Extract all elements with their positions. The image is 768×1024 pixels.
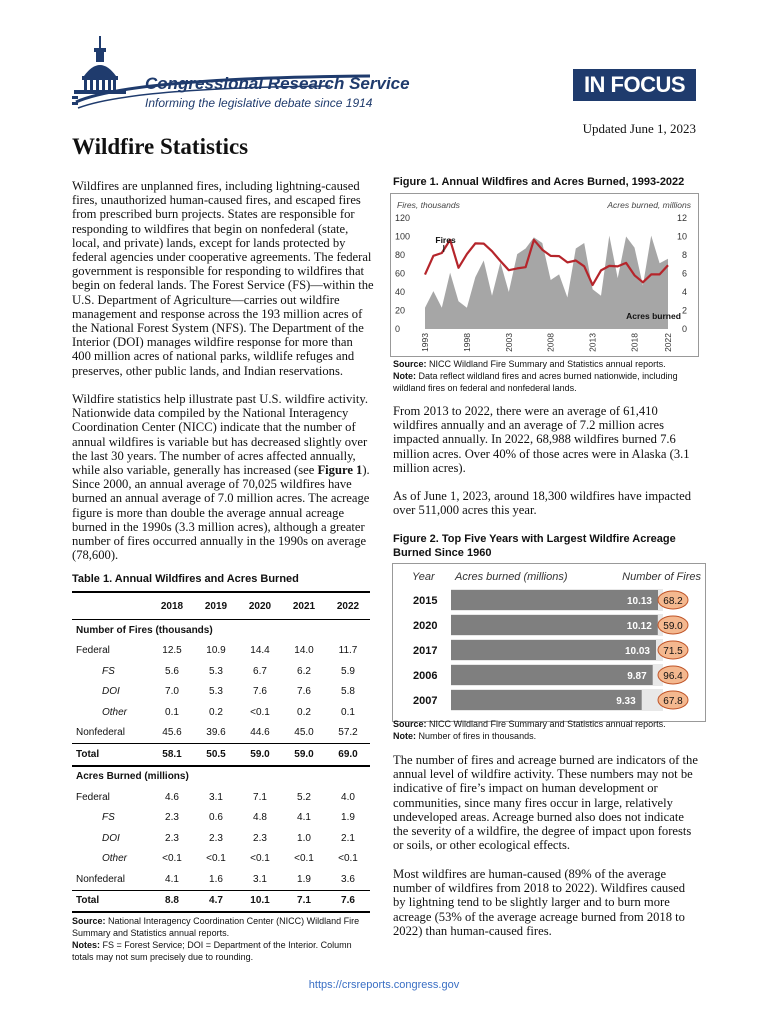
table-row-label: FS	[102, 812, 115, 824]
fires-badge-label: 68.2	[663, 596, 683, 607]
x-tick-label: 2013	[587, 333, 598, 352]
table-cell: 3.6	[341, 873, 355, 885]
table-row-label: Total	[72, 890, 150, 912]
table-cell: 0.6	[209, 812, 223, 824]
paragraph-indicators: The number of fires and acreage burned are indicators of the annual level of wildfire activity. These numbers may not be indicative of fire’s impact on human development or communities, since many fires occur in large, relatively undeveloped areas. Acreage burned also does not indicate the severity of a wildfire, the degree of impact upon forests or soils, or other ecological effects.	[393, 753, 698, 853]
table-row	[72, 787, 370, 808]
fires-badge-label: 59.0	[663, 621, 683, 632]
table-source-label: Source:	[72, 916, 106, 926]
col-header-fires: Number of Fires	[622, 571, 701, 583]
table-cell: 5.6	[165, 665, 179, 677]
table-cell: 2.3	[253, 832, 267, 844]
table-cell: 7.1	[282, 890, 326, 912]
figure-1-caption: Figure 1. Annual Wildfires and Acres Burned, 1993-2022	[393, 176, 685, 188]
left-axis-title: Fires, thousands	[397, 200, 460, 210]
paragraph-intro: Wildfires are unplanned fires, including lightning-caused fires, unauthorized human-caused fires, and escaped fires from prescribed burn projects. States are responsible for responding to wildfires that begin on nonfederal (state, local, and private) lands, except for lands protected by federal agencies under cooperative agreements. The federal government is responsible for responding to wildfires that begin on federal lands. The Forest Service (FS)—within the U.S. Department of Agriculture—carries out wildfire management and response across the 193 million acres of the National Forest System (NFS). The Department of the Interior (DOI) manages wildfire response for more than 400 million acres of national parks, wildlife refuges and preserves, other public lands, and Indian reservations.	[72, 179, 374, 378]
table-cell: 1.9	[297, 873, 311, 885]
x-tick-label: 2003	[503, 333, 514, 352]
table-cell: 0.1	[341, 706, 355, 718]
table-cell: 57.2	[338, 727, 358, 739]
paragraph-statistics-text-b: ). Since 2000, an annual average of 70,025 wildfires have burned an annual average of 7.0 million acres. The acreage figure is more than double the average annual acreage burned in the 1990s (3.3 million acres), although a greater number of fires occurred annually in the 1990s on average (78,600).	[72, 463, 370, 563]
left-tick-label: 80	[395, 250, 406, 260]
x-tick-label: 2018	[629, 333, 640, 352]
table-cell: 10.9	[206, 645, 226, 657]
table-cell: 2.1	[341, 832, 355, 844]
table-cell: 1.9	[341, 812, 355, 824]
table-row	[72, 849, 370, 870]
table-cell: 7.1	[253, 791, 267, 803]
right-tick-label: 4	[681, 287, 687, 297]
table-cell: 50.5	[194, 744, 238, 766]
left-tick-label: 20	[395, 305, 406, 316]
paragraph-causes: Most wildfires are human-caused (89% of the average number of wildfires from 2018 to 2022). Wildfires caused by lightning tend to be slightly larger and to burn more acreage (53% of the average acreage burned from 2018 to 2022) than human-caused fires.	[393, 867, 685, 938]
table-1-title: Table 1. Annual Wildfires and Acres Burned	[72, 573, 299, 585]
table-header-blank	[72, 592, 150, 620]
table-cell: 4.8	[253, 812, 267, 824]
bar-value-label: 10.12	[626, 621, 652, 632]
right-tick-label: 2	[681, 305, 687, 316]
table-section-acres-label: Acres Burned (millions)	[76, 771, 189, 783]
org-tagline: Informing the legislative debate since 1914	[145, 96, 373, 110]
table-cell: 4.7	[194, 890, 238, 912]
table-row-label: Federal	[76, 791, 110, 803]
fig2-note-text: Number of fires in thousands.	[418, 731, 537, 741]
table-cell: 59.0	[282, 744, 326, 766]
table-cell: 4.6	[165, 791, 179, 803]
table-cell: 5.3	[209, 686, 223, 698]
table-cell: 5.9	[341, 665, 355, 677]
paragraph-2023: As of June 1, 2023, around 18,300 wildfires have impacted over 511,000 acres this year.	[393, 489, 691, 518]
table-cell: 69.0	[326, 744, 370, 766]
table-cell: 3.1	[253, 873, 267, 885]
fig1-source-text: NICC Wildland Fire Summary and Statistics annual reports.	[429, 359, 666, 369]
acreage-bar	[451, 690, 642, 710]
table-cell: 7.0	[165, 686, 179, 698]
table-cell: 11.7	[338, 645, 358, 657]
table-row	[72, 723, 370, 744]
left-tick-label: 40	[395, 287, 406, 297]
fig1-note-label: Note:	[393, 371, 416, 381]
table-cell: 7.6	[253, 686, 267, 698]
table-row-label: DOI	[102, 686, 120, 698]
table-cell: 4.1	[297, 812, 311, 824]
table-cell: 6.7	[253, 665, 267, 677]
table-total-row	[72, 890, 370, 912]
x-tick-label: 2022	[663, 333, 673, 352]
table-cell: 0.2	[209, 706, 223, 718]
right-tick-label: 10	[676, 231, 687, 242]
fires-badge-label: 96.4	[663, 671, 683, 682]
table-cell: 5.2	[297, 791, 311, 803]
table-cell: <0.1	[162, 853, 182, 865]
year-label: 2015	[413, 595, 438, 607]
figure-2-source	[393, 718, 703, 742]
figure-2-chart	[392, 563, 706, 722]
table-cell: 45.0	[294, 727, 314, 739]
acres-series-label: Acres burned	[626, 310, 681, 321]
table-header-year: 2022	[326, 592, 370, 620]
table-cell: 3.1	[209, 791, 223, 803]
table-section-fires	[72, 620, 370, 641]
table-header-year: 2021	[282, 592, 326, 620]
left-tick-label: 120	[395, 213, 411, 223]
table-cell: 8.8	[150, 890, 194, 912]
table-row-label: Other	[102, 706, 128, 718]
table-cell: 0.2	[297, 706, 311, 718]
col-header-year: Year	[412, 571, 435, 583]
bar-value-label: 10.03	[624, 646, 650, 657]
table-cell: <0.1	[250, 706, 270, 718]
page-title: Wildfire Statistics	[72, 134, 249, 159]
figure-1-source	[393, 358, 703, 394]
table-cell: 5.8	[341, 686, 355, 698]
fig1-source-label: Source:	[393, 359, 427, 369]
table-row-label: Nonfederal	[76, 727, 125, 739]
year-label: 2006	[413, 670, 438, 682]
table-row-label: FS	[102, 665, 115, 677]
table-header-year: 2018	[150, 592, 194, 620]
fig2-source-text: NICC Wildland Fire Summary and Statistics annual reports.	[429, 719, 666, 729]
table-notes-label: Notes:	[72, 940, 101, 950]
table-row	[72, 828, 370, 849]
x-tick-label: 2008	[545, 333, 556, 352]
table-cell: 5.3	[209, 665, 223, 677]
table-section-acres	[72, 766, 370, 788]
fig1-note-text: Data reflect wildland fires and acres burned nationwide, including wildland fires on federal and nonfederal lands.	[393, 371, 678, 393]
table-1	[72, 573, 370, 963]
table-row-label: Total	[72, 744, 150, 766]
table-row	[72, 682, 370, 703]
right-axis-title: Acres burned, millions	[607, 200, 691, 210]
table-cell: 45.6	[162, 727, 182, 739]
table-cell: 12.5	[162, 645, 182, 657]
fig2-source-label: Source:	[393, 719, 427, 729]
table-cell: 4.0	[341, 791, 355, 803]
table-cell: <0.1	[338, 853, 358, 865]
table-cell: 59.0	[238, 744, 282, 766]
footer-url-link[interactable]: https://crsreports.congress.gov	[308, 979, 460, 991]
table-row	[72, 702, 370, 723]
paragraph-recent-decade: From 2013 to 2022, there were an average of 61,410 wildfires annually and an average of 7.2 million acres impacted annually. In 2022, 68,988 wildfires burned 7.6 million acres. Over 40% of those acres were in Alaska (3.1 million acres).	[393, 404, 690, 475]
table-header-row	[72, 592, 370, 620]
figure-1-reference: Figure 1	[317, 463, 363, 478]
table-cell: 2.3	[165, 812, 179, 824]
table-cell: 2.3	[209, 832, 223, 844]
left-tick-label: 0	[395, 324, 401, 334]
bar-value-label: 10.13	[626, 596, 652, 607]
table-row-label: Nonfederal	[76, 873, 125, 885]
table-cell: 58.1	[150, 744, 194, 766]
x-tick-label: 1998	[461, 333, 472, 352]
updated-date: Updated June 1, 2023	[582, 121, 696, 136]
bar-value-label: 9.87	[627, 671, 647, 682]
table-row	[72, 661, 370, 682]
paragraph-statistics	[72, 392, 374, 562]
fig2-note-label: Note:	[393, 731, 416, 741]
in-focus-badge: IN FOCUS	[573, 69, 696, 101]
table-row	[72, 869, 370, 890]
right-tick-label: 0	[681, 324, 687, 334]
figure-2-caption: Figure 2. Top Five Years with Largest Wildfire Acreage Burned Since 1960	[393, 533, 676, 559]
table-row-label: Other	[102, 853, 128, 865]
right-tick-label: 12	[676, 213, 687, 223]
table-row-label: DOI	[102, 832, 120, 844]
table-row	[72, 641, 370, 662]
table-source-text: National Interagency Coordination Center (NICC) Wildland Fire Summary and Statistics annual reports.	[72, 916, 360, 938]
table-cell: 4.1	[165, 873, 179, 885]
table-row-label: Federal	[76, 645, 110, 657]
acreage-bar	[451, 665, 653, 685]
table-cell: 14.4	[250, 645, 270, 657]
table-1-source	[72, 915, 370, 963]
table-cell: 1.6	[209, 873, 223, 885]
fires-badge-label: 71.5	[663, 646, 683, 657]
paragraph-statistics-text-a: Wildfire statistics help illustrate past U.S. wildfire activity. Nationwide data compiled by the National Interagency Coordination Center (NICC) indicate that the number of annual wildfires is variable but has decreased slightly over the last 30 years. The number of acres affected annually, while also variable, generally has increased (see	[72, 392, 368, 478]
table-cell: <0.1	[294, 853, 314, 865]
table-cell: 44.6	[250, 727, 270, 739]
year-label: 2007	[413, 695, 438, 707]
right-tick-label: 8	[681, 250, 687, 260]
table-cell: 0.1	[165, 706, 179, 718]
fires-series-label: Fires	[435, 234, 456, 245]
table-section-fires-label: Number of Fires (thousands)	[76, 624, 213, 636]
left-tick-label: 100	[395, 231, 411, 242]
table-cell: 14.0	[294, 645, 314, 657]
table-cell: 1.0	[297, 832, 311, 844]
table-cell: 39.6	[206, 727, 226, 739]
figure-1-chart	[390, 193, 699, 357]
col-header-acres: Acres burned (millions)	[455, 571, 568, 583]
table-notes-text: FS = Forest Service; DOI = Department of the Interior. Column totals may not sum precisely due to rounding.	[72, 940, 352, 962]
year-label: 2017	[413, 645, 438, 657]
table-row	[72, 808, 370, 829]
table-cell: 10.1	[238, 890, 282, 912]
right-tick-label: 6	[681, 268, 687, 279]
table-total-row	[72, 744, 370, 766]
table-cell: 2.3	[165, 832, 179, 844]
table-1-grid	[72, 591, 370, 913]
bar-value-label: 9.33	[616, 696, 636, 707]
year-label: 2020	[413, 620, 438, 632]
org-name: Congressional Research Service	[145, 74, 410, 93]
table-header-year: 2019	[194, 592, 238, 620]
table-body	[72, 620, 370, 913]
table-cell: 7.6	[326, 890, 370, 912]
table-cell: 7.6	[297, 686, 311, 698]
table-cell: <0.1	[206, 853, 226, 865]
table-cell: 6.2	[297, 665, 311, 677]
table-header-year: 2020	[238, 592, 282, 620]
x-tick-label: 1993	[420, 333, 430, 352]
table-cell: <0.1	[250, 853, 270, 865]
fires-badge-label: 67.8	[663, 696, 683, 707]
left-tick-label: 60	[395, 268, 406, 279]
